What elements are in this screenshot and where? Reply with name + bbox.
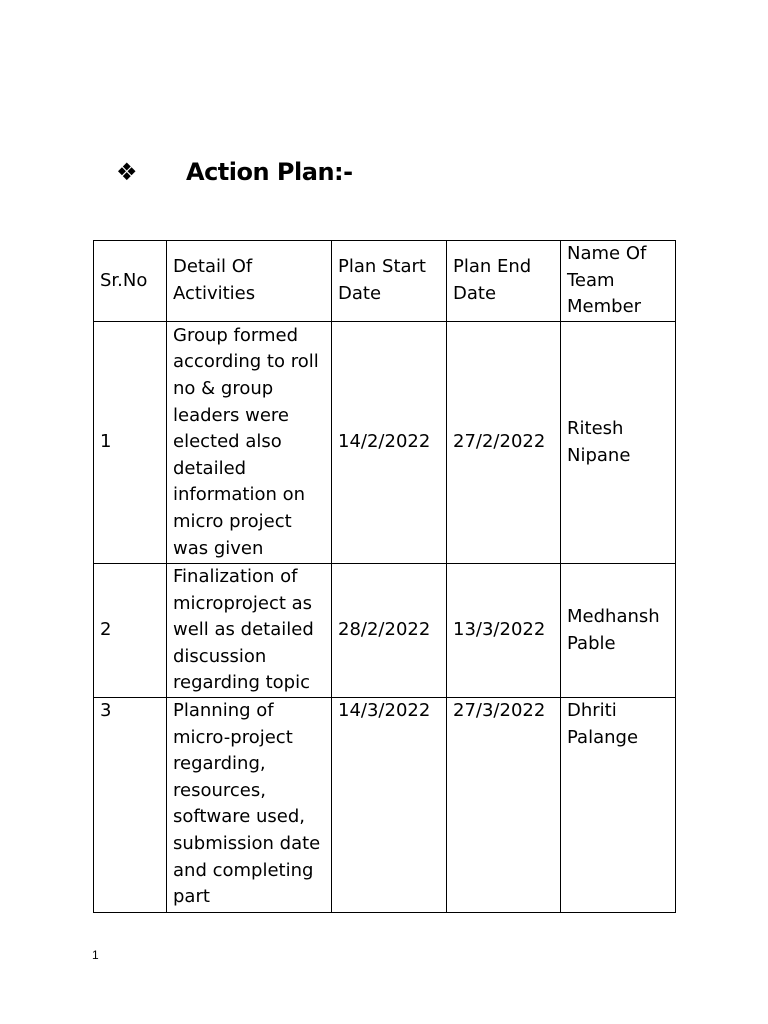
section-heading: [116, 152, 353, 192]
cell-plan-start: 14/3/2022: [332, 698, 447, 913]
action-plan-table: [93, 240, 676, 913]
header-team-member: Name Of Team Member: [561, 241, 676, 322]
cell-plan-end: 13/3/2022: [447, 564, 561, 698]
cell-sr-no: 3: [94, 698, 167, 913]
diamond-bullet-icon: ❖: [116, 158, 138, 186]
cell-plan-end: 27/2/2022: [447, 322, 561, 564]
cell-team-member: Ritesh Nipane: [561, 322, 676, 564]
cell-team-member: Medhansh Pable: [561, 564, 676, 698]
cell-sr-no: 1: [94, 322, 167, 564]
table-row: [94, 564, 676, 698]
page-title: Action Plan:-: [186, 158, 353, 186]
table-row: [94, 322, 676, 564]
header-plan-start: Plan Start Date: [332, 241, 447, 322]
cell-details: Finalization of microproject as well as detailed discussion regarding topic: [167, 564, 332, 698]
cell-sr-no: 2: [94, 564, 167, 698]
header-details: Detail Of Activities: [167, 241, 332, 322]
cell-plan-end: 27/3/2022: [447, 698, 561, 913]
cell-team-member: Dhriti Palange: [561, 698, 676, 913]
header-sr-no: Sr.No: [94, 241, 167, 322]
cell-plan-start: 28/2/2022: [332, 564, 447, 698]
cell-plan-start: 14/2/2022: [332, 322, 447, 564]
table-header-row: [94, 241, 676, 322]
cell-details: Planning of micro-project regarding, resources, software used, submission date and completing part: [167, 698, 332, 913]
table-row: [94, 698, 676, 913]
page-number: 1: [92, 948, 99, 962]
cell-details: Group formed according to roll no & group leaders were elected also detailed information on micro project was given: [167, 322, 332, 564]
header-plan-end: Plan End Date: [447, 241, 561, 322]
